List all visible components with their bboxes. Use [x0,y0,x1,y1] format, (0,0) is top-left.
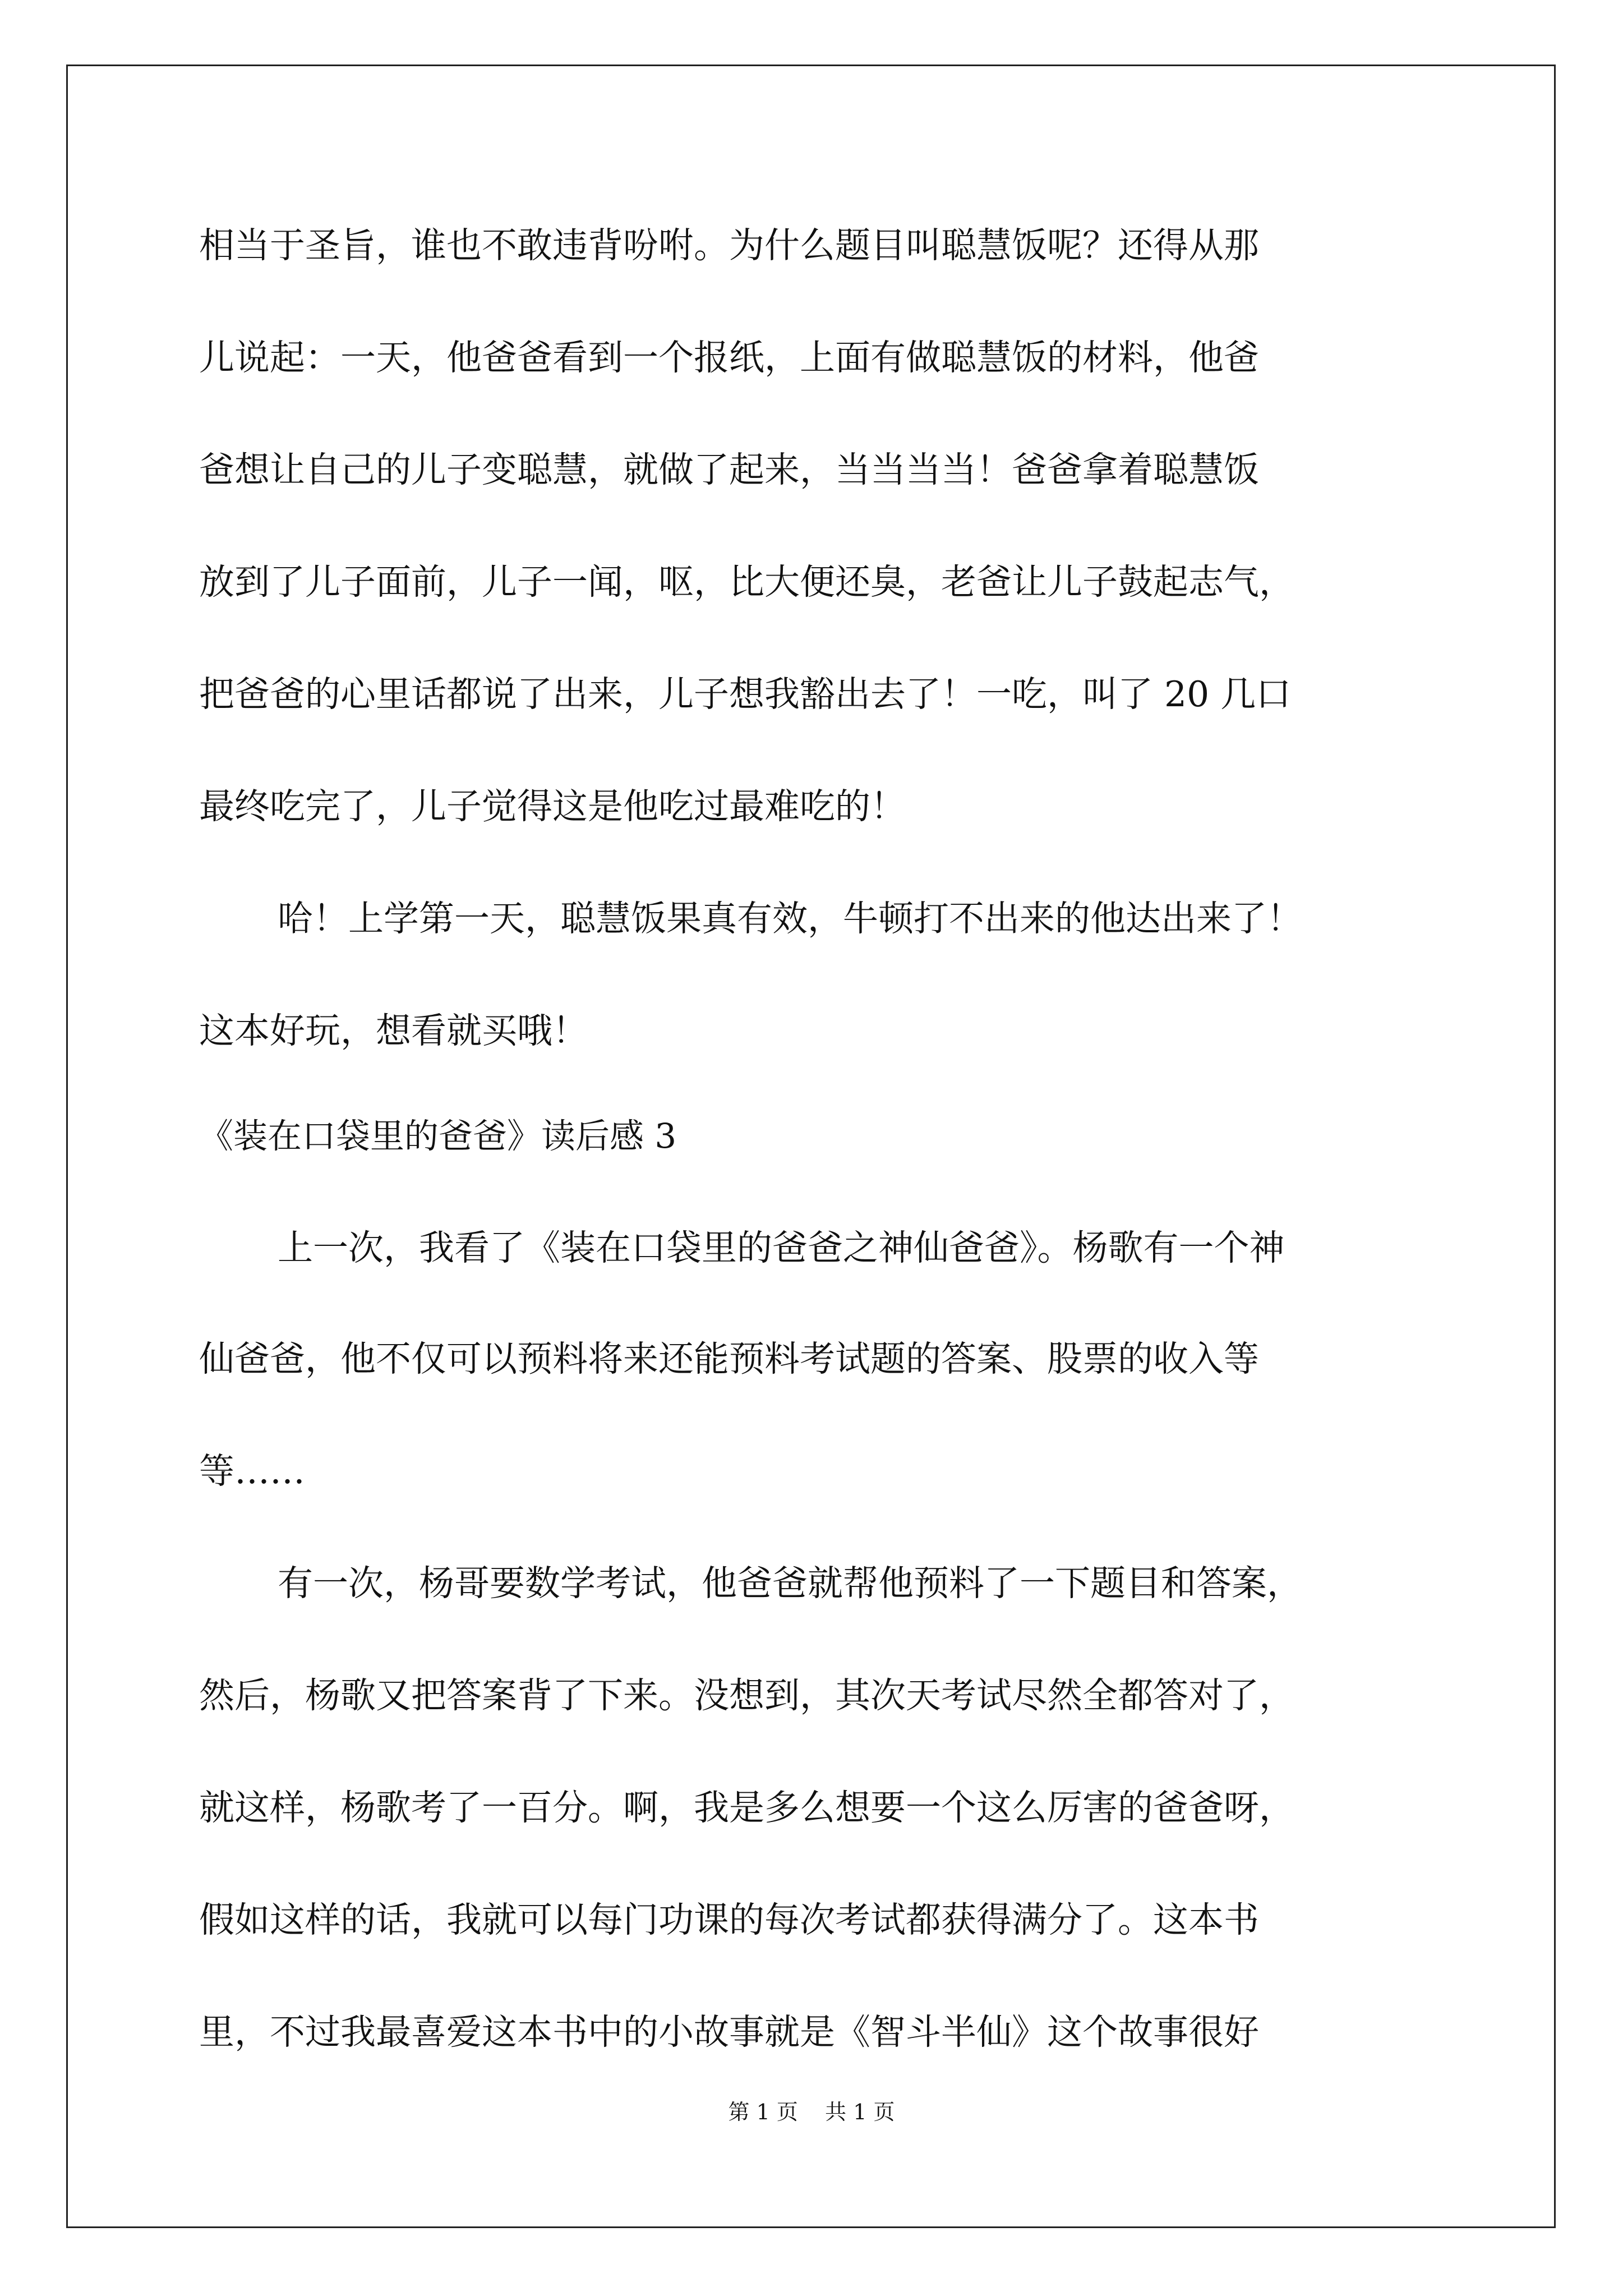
body-text-line: 儿说起：一天，他爸爸看到一个报纸，上面有做聪慧饭的材料，他爸 [199,337,1259,378]
paragraph-first-line: 哈！上学第一天，聪慧饭果真有效，牛顿打不出来的他达出来了！ [278,898,1302,939]
body-text-line: 然后，杨歌又把答案背了下来。没想到，其次天考试尽然全都答对了， [199,1675,1294,1716]
body-text-line: 仙爸爸，他不仅可以预料将来还能预料考试题的答案、股票的收入等 [199,1338,1259,1379]
body-text-line: 把爸爸的心里话都说了出来，儿子想我豁出去了！一吃，叫了 20 几口 [199,674,1292,715]
body-text-line: 等…… [199,1451,305,1492]
body-text-line: 最终吃完了，儿子觉得这是他吃过最难吃的！ [199,786,906,827]
body-text-line: 这本好玩，想看就买哦！ [199,1010,588,1051]
page-number-footer: 第 1 页 共 1 页 [728,2100,895,2124]
body-text-line: 假如这样的话，我就可以每门功课的每次考试都获得满分了。这本书 [199,1899,1259,1940]
body-text-line: 里，不过我最喜爱这本书中的小故事就是《智斗半仙》这个故事很好 [199,2012,1259,2053]
body-text-line: 爸想让自己的儿子变聪慧，就做了起来，当当当当！爸爸拿着聪慧饭 [199,449,1259,490]
section-heading: 《装在口袋里的爸爸》读后感 3 [199,1116,677,1156]
paragraph-first-line: 有一次，杨哥要数学考试，他爸爸就帮他预料了一下题目和答案， [278,1563,1302,1604]
body-text-line: 放到了儿子面前，儿子一闻，呕，比大便还臭，老爸让儿子鼓起志气， [199,562,1294,602]
body-text-line: 相当于圣旨，谁也不敢违背吩咐。为什么题目叫聪慧饭呢？还得从那 [199,225,1259,266]
body-text-line: 就这样，杨歌考了一百分。啊，我是多么想要一个这么厉害的爸爸呀， [199,1787,1294,1828]
paragraph-first-line: 上一次，我看了《装在口袋里的爸爸之神仙爸爸》。杨歌有一个神 [278,1227,1285,1268]
